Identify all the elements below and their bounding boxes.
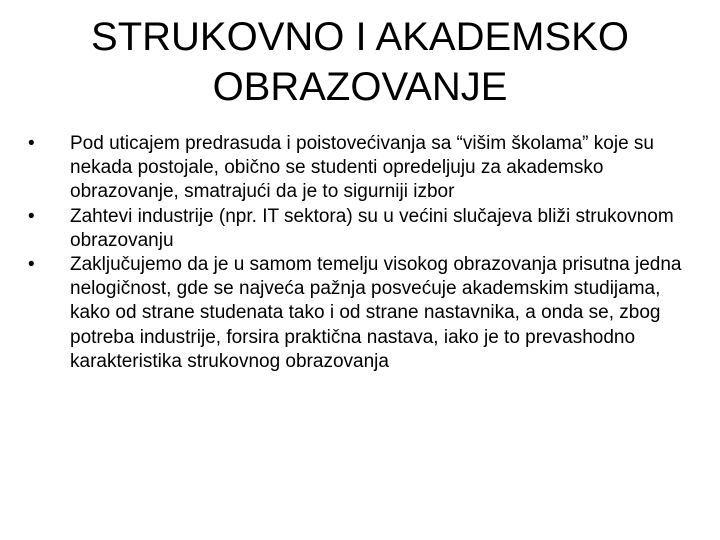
bullet-text-1: Pod uticajem predrasuda i poistovećivanja sa “višim školama” koje su nekada postojale, obično se studenti opredeljuju za akademsko obrazovanje, smatrajući da je to sigurniji izbor [70, 133, 654, 203]
bullet-text-2: Zahtevi industrije (npr. IT sektora) su u većini slučajeva bliži strukovnom obrazovanju [70, 205, 674, 251]
slide-title-line-1: STRUKOVNO I AKADEMSKO [91, 15, 629, 59]
slide-title [0, 12, 720, 112]
bullet-icon: • [28, 133, 35, 154]
bullet-icon: • [28, 254, 35, 276]
bullet-list [28, 132, 698, 374]
slide-title-line-2: OBRAZOVANJE [212, 65, 508, 109]
bullet-item-3 [28, 253, 698, 374]
bullet-text-3: Zaključujemo da je u samom temelju visokog obrazovanja prisutna jedna nelogičnost, gde se najveća pažnja posvećuje akademskim studijama, kako od strane studenata tako i od strane nastavnika, a onda se, zbog potreba industrije, forsira praktična nastava, iako je to prevashodno karakteristika strukovnog obrazovanja [70, 254, 682, 372]
bullet-item-2 [28, 205, 698, 253]
bullet-item-1 [28, 132, 698, 205]
bullet-icon: • [28, 205, 35, 227]
